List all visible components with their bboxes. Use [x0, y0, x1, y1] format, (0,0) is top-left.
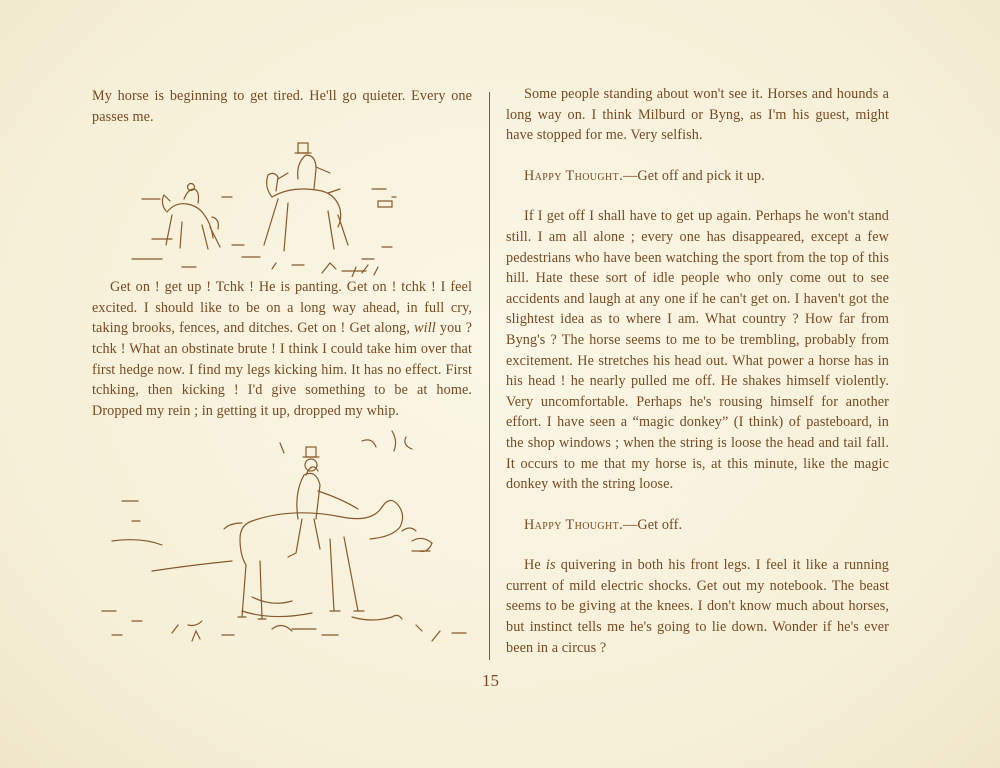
left-paragraph-2-part-1: Get on ! get up ! Tchk ! He is panting. Get on ! tchk ! I feel excited. I should like to be on a long way ahead, in full cry, taking brooks, fences, and ditches. Get on ! Get along,	[92, 279, 472, 337]
right-paragraph-2: If I get off I shall have to get up again. Perhaps he won't stand still. I am all alone ; every one has disappeared, except a few pedestrians who have been watching the sport from the top of this hill. Hate these sort of idle people who only come out to see accidents and laugh at any one if he can't get on. I haven't got the slightest idea as to where I am. What country ? How far from Byng's ? The horse seems to me to be trembling, probably from excitement. He stretches his head out. What power a horse has in his head ! he nearly pulled me off. He shakes himself violently. Very uncomfortable. Perhaps he's rousing himself for another effort. I have seen a “magic donkey” (I think) of pasteboard, in the shop windows ; when the string is loose the head and tail fall. It occurs to me that my horse is, at this minute, like the magic donkey with the string loose.	[506, 208, 889, 493]
happy-thought-text: —Get off and pick it up.	[623, 167, 765, 184]
illustration-rider-standing-horse	[92, 421, 472, 651]
emphasis-is: is	[545, 557, 556, 574]
page-number: 15	[482, 671, 499, 690]
emphasis-will: will	[414, 320, 436, 337]
illustration-riders-galloping	[92, 127, 472, 277]
right-paragraph-3-part-2: quivering in both his front legs. I feel it like a running current of mild electric shocks. Get out my notebook. The beast seems to be giving at the knees. I don't know much about horses, but instinct tells me he's going to lie down. Wonder if he's ever been in a circus ?	[506, 557, 890, 656]
happy-thought-2	[506, 515, 889, 536]
right-paragraph-3-part-1: He	[524, 557, 546, 574]
happy-thought-label: Happy Thought.	[524, 516, 624, 533]
right-paragraph-3	[506, 555, 889, 658]
left-paragraph-2	[92, 277, 472, 421]
column-divider	[489, 92, 490, 660]
right-paragraph-1: Some people standing about won't see it. Horses and hounds a long way on. I think Milburd or Byng, as I'm his guest, might have stopped for me. Very selfish.	[506, 86, 889, 144]
happy-thought-1	[506, 166, 889, 187]
happy-thought-label: Happy Thought.	[524, 167, 624, 184]
happy-thought-text: —Get off.	[623, 516, 683, 533]
left-column	[92, 86, 472, 651]
left-paragraph-2-part-2: you ? tchk ! What an obstinate brute ! I think I could take him over that first hedge now. I find my legs kicking him. It has no effect. First tchking, then kicking ! I'd give something to be at home. Dropped my rein ; in getting it up, dropped my whip.	[92, 320, 472, 419]
right-column	[506, 84, 889, 658]
left-paragraph-1: My horse is beginning to get tired. He'll go quieter. Every one passes me.	[92, 88, 472, 125]
